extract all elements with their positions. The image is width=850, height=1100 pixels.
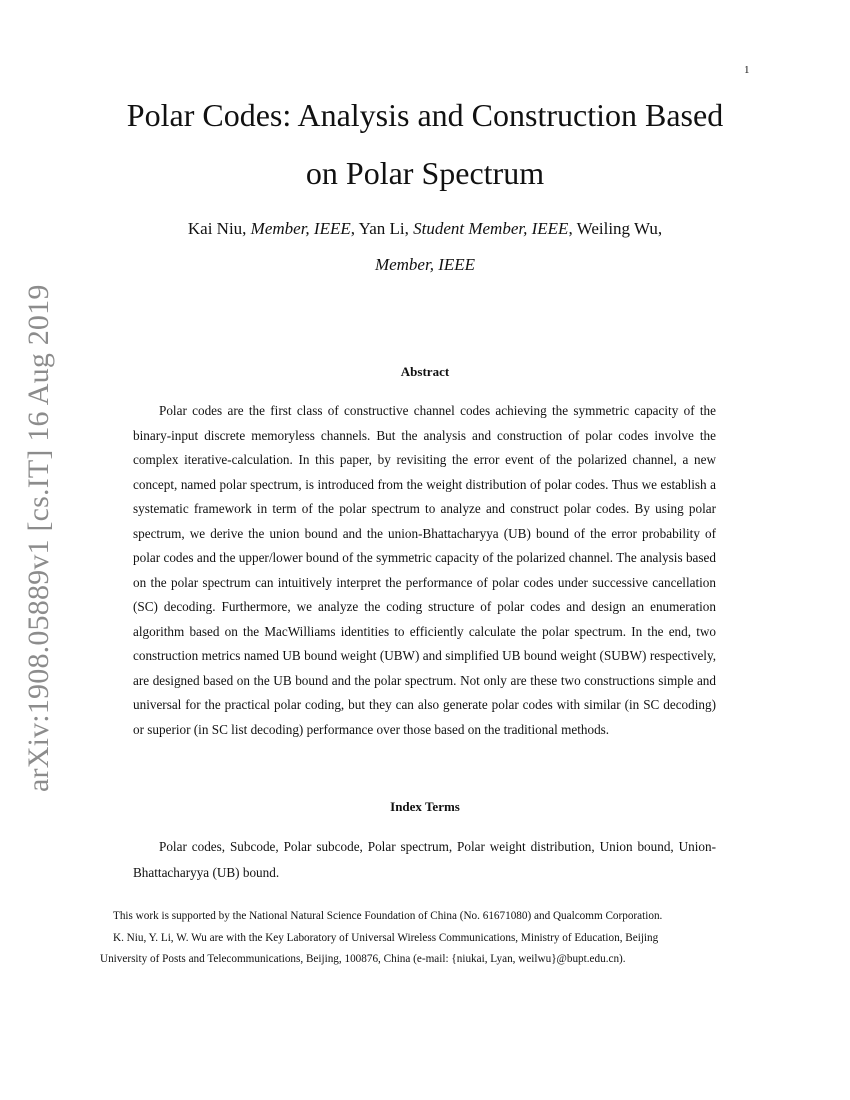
author-affiliation-role: Student Member, IEEE <box>413 219 569 238</box>
author-name: Yan Li, <box>358 219 414 238</box>
footnote-affiliation-contact: University of Posts and Telecommunications, Beijing, 100876, China (e-mail: {niukai, Lyan, weilwu}@bupt.edu.cn). <box>100 953 626 965</box>
index-terms-text: Polar codes, Subcode, Polar subcode, Polar spectrum, Polar weight distribution, Union bound, Union-Bhattacharyya (UB) bound. <box>133 839 716 880</box>
author-separator: , <box>568 219 577 238</box>
page-number: 1 <box>744 64 750 76</box>
author-affiliation-role: Member, IEEE <box>250 219 351 238</box>
abstract-heading: Abstract <box>400 364 450 379</box>
title-line-1: Polar Codes: Analysis and Construction Based <box>126 97 724 133</box>
arxiv-identifier-stamp[interactable]: arXiv:1908.05889v1 [cs.IT] 16 Aug 2019 <box>22 284 55 792</box>
footnote-funding: This work is supported by the National Natural Science Foundation of China (No. 61671080) and Qualcomm Corporation. <box>113 910 663 922</box>
author-line-1 <box>0 211 850 247</box>
author-separator: , <box>350 219 359 238</box>
paper-title <box>0 86 850 202</box>
author-name: Kai Niu, <box>187 219 251 238</box>
footnote-affiliation: K. Niu, Y. Li, W. Wu are with the Key Laboratory of Universal Wireless Communications, Ministry of Education, Beijing <box>113 931 659 944</box>
author-line-2 <box>0 247 850 283</box>
index-terms-heading: Index Terms <box>390 799 460 814</box>
author-list <box>0 211 850 283</box>
title-line-2: on Polar Spectrum <box>305 155 545 191</box>
abstract-text: Polar codes are the first class of constructive channel codes achieving the symmetric capacity of the binary-input discrete memoryless channels. But the analysis and construction of polar codes involve the complex iterative-calculation. In this paper, by revisiting the error event of the polarized channel, a new concept, named polar spectrum, is introduced from the weight distribution of polar codes. Thus we establish a systematic framework in term of the polar spectrum to analyze and construct polar codes. By using polar spectrum, we derive the union bound and the union-Bhattacharyya (UB) bound of the error probability of polar codes and the upper/lower bound of the symmetric capacity of the polarized channel. The analysis based on the polar spectrum can intuitively interpret the performance of polar codes under successive cancellation (SC) decoding. Furthermore, we analyze the coding structure of polar codes and design an enumeration algorithm based on the MacWilliams identities to efficiently calculate the polar spectrum. In the end, two construction metrics named UB bound weight (UBW) and simplified UB bound weight (SUBW) respectively, are designed based on the UB bound and the polar spectrum. Not only are these two constructions simple and universal for the practical polar coding, but they can also generate polar codes with similar (in SC decoding) or superior (in SC list decoding) performance over those based on the traditional methods. <box>133 403 716 737</box>
author-name: Weiling Wu, <box>576 219 663 238</box>
footnote <box>100 906 752 971</box>
author-affiliation-role: Member, IEEE <box>374 255 476 274</box>
